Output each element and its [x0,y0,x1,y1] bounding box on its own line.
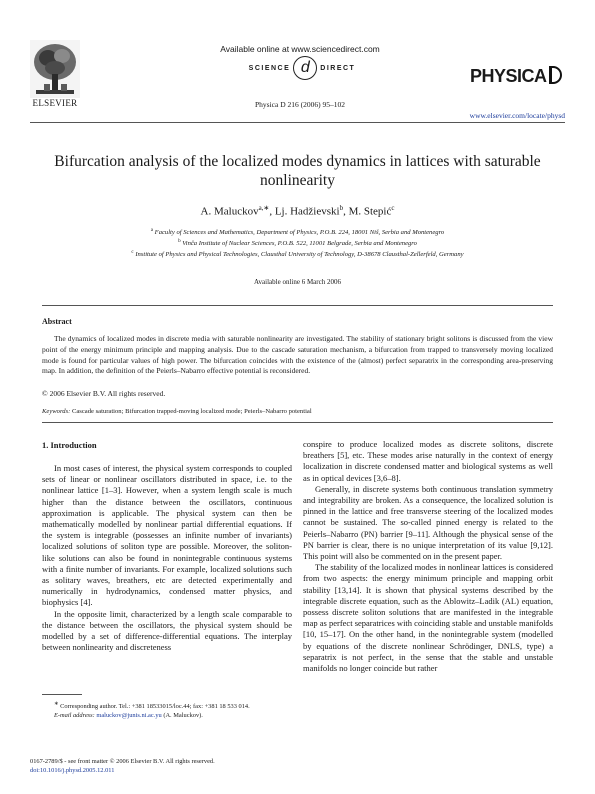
email-link[interactable]: maluckov@junis.ni.ac.yu [96,711,162,719]
body-paragraph: The stability of the localized modes in nonlinear lattices is considered from two aspects: the energy minimum principle and mapping orbit stability [13,14]. It is shown that physical systems described by the integrable discrete equation, such as the Ablowitz–Ladik (AL) equation, possess discrete soliton solutions that are manifested in the integrable map as perfect separatrices with coinciding stable and unstable manifolds [10, 15–17]. On the other hand, in the nonintegrable system (modelled by equations of the discrete nonlinear Schrödinger, DNLS, type) a separatrix is not perfect, in the sense that the stable and unstable manifolds no longer coincide but rather [303,562,553,674]
footnote-corresponding [42,700,294,712]
keywords [42,408,553,415]
footnote [42,700,294,721]
doi-link[interactable]: doi:10.1016/j.physd.2005.12.011 [30,767,115,774]
abstract-body [42,334,553,377]
author-name: Lj. Hadžievski [274,205,340,218]
body-paragraph: In most cases of interest, the physical system corresponds to coupled sets of linear or nonlinear oscillators distributed in space, i.e. to the nonlinear lattice [1–3]. However, when a system length scale is much higher than the distance between the oscillators, continuous approximation is applicable. The physical system can then be mathematically modelled by nonlinear partial differential equations. If the system is integrable (possesses an infinite number of invariants) localized solutions of soliton type are possible. Moreover, the soliton-like solutions can also be found in nonintegrable continuous systems with a finite number of invariants. For example, localized solutions such as solitary waves, breathers, etc are detected experimentally and numerically in hydrodynamics, condensed matter physics, and biophysics [4]. [42,463,292,608]
keywords-label: Keywords: [42,408,71,415]
affiliation-text: Faculty of Sciences and Mathematics, Department of Physics, P.O.B. 224, 18001 Niš, Serbia and Montenegro [154,229,445,237]
email-label: E-mail address: [54,711,95,719]
journal-brand-logo [470,66,562,87]
journal-d-glyph-icon [549,66,562,84]
left-column [42,463,292,653]
author-affiliation-mark[interactable]: c [391,204,395,212]
issn-line: 0167-2789/$ - see front matter © 2006 Elsevier B.V. All rights reserved. [30,758,215,765]
footnote-mark: ∗ [54,701,59,707]
abstract-top-divider [42,305,553,306]
keywords-list: Cascade saturation; Bifurcation trapped-moving localized mode; Peierls–Nabarro potential [70,408,312,415]
right-column [303,439,553,674]
journal-brand-word: PHYSICA [470,66,547,86]
journal-reference: Physica D 216 (2006) 95–102 [255,100,345,109]
affiliation-text: Vinča Institute of Nuclear Sciences, P.O.B. 522, 11001 Belgrade, Serbia and Montenegro [182,240,417,248]
abstract-heading: Abstract [42,317,72,326]
publisher-name: ELSEVIER [32,98,78,108]
email-suffix: (A. Maluckov). [161,711,203,719]
footnote-corresponding-text: Corresponding author. Tel.: +381 18533015/loc.44; fax: +381 18 533 014. [58,703,250,711]
author-affiliation-mark[interactable]: b [339,204,344,212]
affiliation-mark: c [131,250,134,255]
abstract-bottom-divider [42,422,553,423]
body-paragraph: In the opposite limit, characterized by a length scale comparable to the distance between the oscillators, the physical system should be modelled by a set of difference-differential equations. The interplay between nonlinearity and discreteness [42,608,292,653]
sciencedirect-left-word: SCIENCE [248,64,291,72]
footnote-email [42,712,294,721]
author-list: A. Maluckov$^{a,∗}$, Lj. Hadžievski$^b$, M. Stepić$^c$ [200,204,395,218]
author-name: A. Maluckov [200,205,259,218]
journal-url-link[interactable]: www.elsevier.com/locate/physd [469,111,565,120]
affiliation [40,239,555,247]
body-paragraph: conspire to produce localized modes as discrete solitons, discrete breathers [5], etc. These modes arise naturally in the context of energy localization in discrete condensed matter and biological systems as well as in optical devices [3,6–8]. [303,439,553,483]
available-online-banner[interactable]: Available online at www.sciencedirect.com [220,44,380,54]
footnote-divider [42,694,82,695]
affiliation-mark: a [150,228,154,233]
sciencedirect-at-icon: d [293,56,317,80]
sciencedirect-right-word: DIRECT [320,64,356,72]
author-affiliation-mark[interactable]: a,∗ [258,204,270,212]
section-heading: 1. Introduction [42,440,97,450]
affiliation-text: Institute of Physics and Physical Technologies, Clausthal University of Technology, D-38678 Clausthal-Zellerfeld, Germany [135,251,464,259]
article-title: Bifurcation analysis of the localized modes dynamics in lattices with saturable nonlinearity [54,153,541,189]
affiliation [40,228,555,236]
available-date: Available online 6 March 2006 [254,278,341,286]
abstract-copyright: © 2006 Elsevier B.V. All rights reserved. [42,389,166,398]
body-paragraph: Generally, in discrete systems both continuous translation symmetry and integrability are broken. As a consequence, the localized solution is pinned in the lattice and free transverse steering of the localized modes cannot be sustained. The so-called pinned energy is related to the Peierls–Nabarro (PN) barrier [9–11]. Although the physical sense of the PN barrier is clear, there is no unique interpretation of its value [9,12]. This point will also be commented on in the present paper. [303,483,553,562]
abstract-paragraph: The dynamics of localized modes in discrete media with saturable nonlinearity are investigated. The stability of stationary bright solitons is discussed from the view point of the energy minimum principle and mapping analysis. Due to the cascade saturation mechanism, a bifurcation from trapped to transversely moving localized mode is found for particular values of high power. The bifurcation coincides with the existence of the (almost) perfect separatrix in the corresponding area-preserving map. In addition, the definition of the Peierls–Nabarro effective potential is reconsidered. [42,334,553,376]
affiliation [40,250,555,258]
affiliation-mark: b [178,239,181,244]
header-divider [30,122,565,123]
front-matter-info [30,757,215,775]
author-name: M. Stepić [348,205,392,218]
sciencedirect-logo [232,56,372,84]
